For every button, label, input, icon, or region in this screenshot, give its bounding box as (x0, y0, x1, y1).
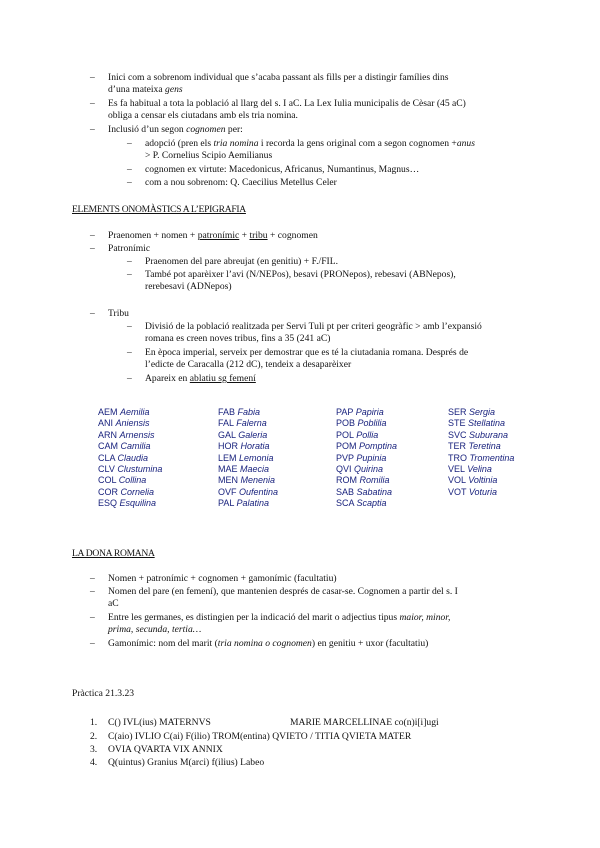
section-heading-onomastics: ELEMENTS ONOMÀSTICS A L’EPIGRAFIA (72, 204, 246, 215)
tribe-entry: POL Pollia (336, 429, 379, 440)
tribes-column-4 (448, 407, 514, 498)
woman-bullet-4: Gamonímic: nom del marit (tria nomina o cognomen) en genitiu + uxor (facultatiu) (108, 638, 429, 649)
sub-bullet-dash: – (127, 164, 132, 175)
tribe-entry: ROM Romilia (336, 475, 390, 486)
tribe-entry: POB Poblilia (336, 418, 387, 429)
patronymic-sub-2: També pot aparèixer l’avi (N/NEPos), besavi (PRONepos), rebesavi (ABNepos), (145, 269, 456, 280)
patronymic-heading: Patronímic (108, 243, 151, 254)
tribe-sub-1-cont: romana es creen noves tribus, fins a 35 (241 aC) (145, 333, 331, 344)
bullet-dash: – (90, 124, 95, 135)
intro-bullet-3: Inclusió d’un segon cognomen per: (108, 124, 243, 135)
bullet-dash: – (90, 98, 95, 109)
tribe-entry: TRO Tromentina (448, 452, 515, 463)
tribe-entry: FAB Fabia (218, 407, 261, 417)
tribe-heading: Tribu (108, 308, 129, 319)
woman-bullet-1: Nomen + patronímic + cognomen + gamonímic (facultatiu) (108, 573, 337, 584)
tribe-entry: QVI Quirina (336, 464, 384, 475)
woman-bullet-2-cont: aC (108, 598, 119, 609)
intro-bullet-2-cont: obliga a censar els ciutadans amb els tria nomina. (108, 110, 298, 121)
tribes-column-1 (98, 407, 162, 510)
bullet-dash: – (90, 243, 95, 254)
practice-title: Pràctica 21.3.23 (72, 688, 135, 699)
practice-number: 1. (90, 717, 98, 728)
tribe-entry: PAL Palatina (218, 498, 270, 509)
intro-sub-1: adopció (pren els tria nomina i recorda la gens original com a segon cognomen +anus (145, 138, 475, 149)
tribe-entry: OVF Oufentina (218, 486, 279, 497)
tribe-entry: SVC Suburana (448, 429, 509, 440)
bullet-dash: – (90, 612, 95, 623)
bullet-dash: – (90, 308, 95, 319)
tribe-entry: POM Pomptina (336, 441, 398, 452)
tribe-entry: ANI Aniensis (98, 418, 150, 429)
woman-bullet-3-cont: prima, secunda, tertia… (108, 624, 202, 635)
practice-item-4: Q(uintus) Granius M(arci) f(ilius) Labeo (108, 757, 265, 768)
practice-number: 4. (90, 757, 98, 768)
tribe-entry: PVP Pupinia (336, 452, 387, 463)
tribe-entry: GAL Galeria (218, 429, 268, 440)
tribe-entry: SAB Sabatina (336, 486, 393, 497)
intro-bullet-1: Inici com a sobrenom individual que s’acaba passant als fills per a distingir famílies dins (108, 72, 449, 83)
sub-bullet-dash: – (127, 347, 132, 358)
tribe-sub-2: En època imperial, serveix per demostrar que es té la ciutadania romana. Després de (145, 347, 469, 358)
intro-sub-2: cognomen ex virtute: Macedonicus, Africanus, Numantinus, Magnus… (145, 164, 420, 175)
practice-item-3: OVIA QVARTA VIX ANNIX (108, 744, 223, 755)
tribe-entry: SER Sergia (448, 407, 496, 417)
tribe-entry: VEL Velina (448, 464, 492, 475)
intro-bullet-2: Es fa habitual a tota la població al llarg del s. I aC. La Lex Iulia municipalis de Cèsar (45 aC) (108, 98, 466, 109)
tribe-entry: HOR Horatia (218, 441, 270, 452)
tribe-entry: CLA Claudia (98, 452, 149, 463)
intro-bullet-1-cont: d’una mateixa gens (108, 84, 183, 95)
tribe-entry: AEM Aemilia (98, 407, 150, 417)
section-heading-woman: LA DONA ROMANA (72, 548, 155, 559)
tribe-entry: ARN Arnensis (98, 429, 155, 440)
sub-bullet-dash: – (127, 177, 132, 188)
tribe-entry: VOL Voltinia (448, 475, 498, 486)
tribes-column-2 (218, 407, 278, 510)
bullet-dash: – (90, 573, 95, 584)
bullet-dash: – (90, 586, 95, 597)
patronymic-sub-1: Praenomen del pare abreujat (en genitiu) + F./FIL. (145, 256, 338, 267)
practice-number: 3. (90, 744, 98, 755)
sub-bullet-dash: – (127, 256, 132, 267)
tribe-entry: MAE Maecia (218, 464, 270, 475)
tribe-entry: VOT Voturia (448, 486, 498, 497)
tribe-entry: ESQ Esquilina (98, 498, 157, 509)
bullet-dash: – (90, 72, 95, 83)
woman-bullet-2: Nomen del pare (en femení), que mantenien després de casar-se. Cognomen a partir del s. I (108, 586, 458, 597)
sub-bullet-dash: – (127, 138, 132, 149)
tribe-entry: COR Cornelia (98, 486, 155, 497)
tribe-entry: CLV Clustumina (98, 464, 163, 475)
tribe-entry: COL Collina (98, 475, 147, 486)
tribe-sub-1: Divisió de la població realitzada per Servi Tuli pt per criteri geogràfic > amb l’expansió (145, 321, 482, 332)
sub-bullet-dash: – (127, 269, 132, 280)
tribes-column-3 (336, 407, 397, 510)
intro-sub-1-cont: > P. Cornelius Scipio Aemilianus (145, 150, 273, 161)
sub-bullet-dash: – (127, 321, 132, 332)
practice-item-1-second: MARIE MARCELLINAE co(n)i[i]ugi (290, 717, 439, 728)
practice-item-2: C(aio) IVLIO C(ai) F(ilio) TROM(entina) QVIETO / TITIA QVIETA MATER (108, 731, 412, 742)
tribe-entry: STE Stellatina (448, 418, 506, 429)
woman-bullet-3: Entre les germanes, es distingien per la indicació del marit o adjectius tipus maior, minor, (108, 612, 451, 623)
tribe-entry: TER Teretina (448, 441, 501, 452)
bullet-dash: – (90, 230, 95, 241)
patronymic-sub-2-cont: rerebesavi (ADNepos) (145, 281, 232, 292)
practice-number: 2. (90, 731, 98, 742)
tribe-entry: CAM Camilia (98, 441, 151, 452)
tribe-sub-2-cont: l’edicte de Caracalla (212 dC), tendeix a desaparèixer (145, 359, 352, 370)
tribe-entry: MEN Menenia (218, 475, 276, 486)
sub-bullet-dash: – (127, 373, 132, 384)
intro-sub-3: com a nou sobrenom: Q. Caecilius Metellus Celer (145, 177, 337, 188)
practice-item-1: C() IVL(ius) MATERNVS (108, 717, 211, 728)
tribe-entry: SCA Scaptia (336, 498, 387, 509)
bullet-dash: – (90, 638, 95, 649)
tribe-sub-3: Apareix en ablatiu sg femení (145, 373, 256, 384)
tribe-entry: LEM Lemonia (218, 452, 274, 463)
tribe-entry: PAP Papiria (336, 407, 384, 417)
formula-line: Praenomen + nomen + patronímic + tribu + cognomen (108, 230, 318, 241)
tribe-entry: FAL Falerna (218, 418, 267, 429)
